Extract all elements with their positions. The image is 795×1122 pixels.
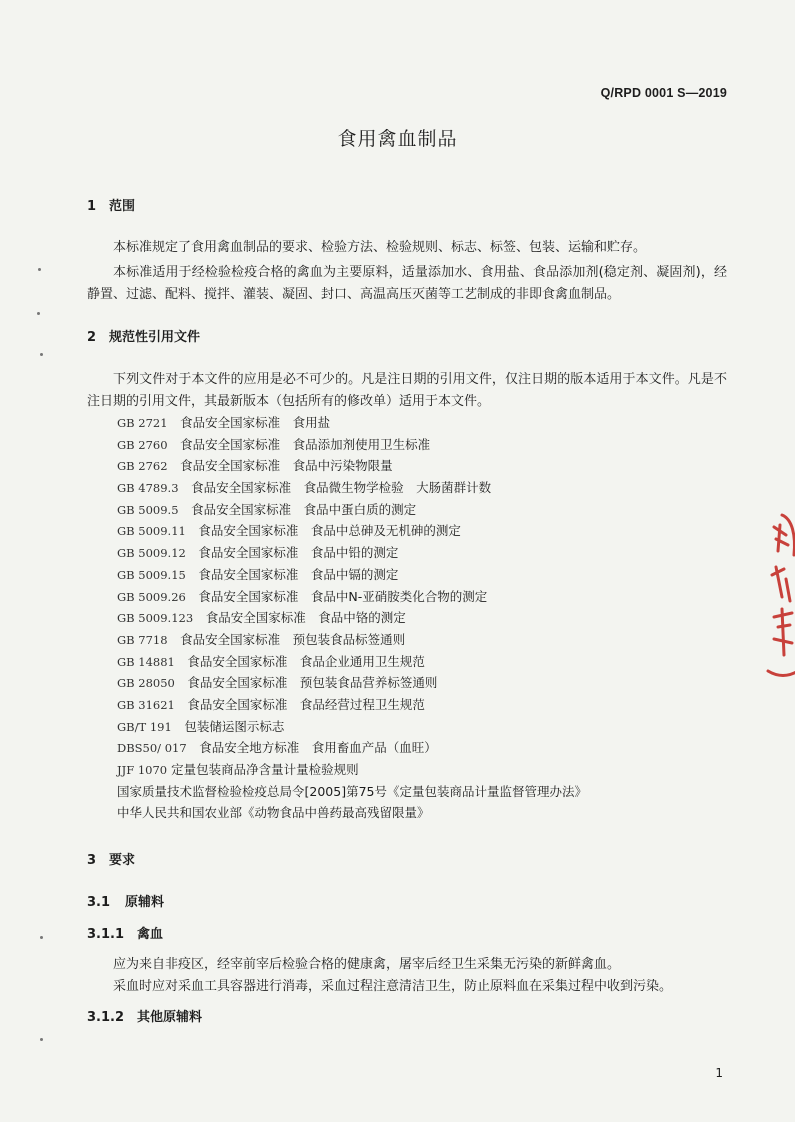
reference-title: 食品安全国家标准 食品微生物学检验 大肠菌群计数 bbox=[191, 480, 492, 496]
reference-title: 包装储运图示标志 bbox=[184, 718, 285, 734]
scope-paragraph-1: 本标准规定了食用禽血制品的要求、检验方法、检验规则、标志、标签、包装、运输和贮存。 bbox=[113, 240, 647, 255]
reference-code: GB 2721 bbox=[117, 416, 168, 430]
reference-title: 食品安全国家标准 食品中污染物限量 bbox=[180, 458, 393, 474]
reference-item bbox=[117, 434, 587, 456]
reference-title: 食品安全国家标准 食品中铅的测定 bbox=[198, 545, 399, 561]
reference-item bbox=[117, 737, 587, 759]
reference-item bbox=[117, 477, 587, 499]
scan-speck bbox=[40, 353, 43, 356]
document-title: 食用禽血制品 bbox=[337, 128, 458, 150]
section-title: 要求 bbox=[109, 853, 136, 868]
reference-code: GB 14881 bbox=[117, 654, 175, 669]
section-3-1-2-heading bbox=[87, 1006, 202, 1025]
reference-code: GB 5009.5 bbox=[117, 502, 179, 517]
page-number: 1 bbox=[715, 1066, 723, 1080]
reference-title: 食品安全国家标准 食品添加剂使用卫生标准 bbox=[180, 436, 431, 452]
reference-title: 国家质量技术监督检验检疫总局令[2005]第75号《定量包装商品计量监督管理办法》 bbox=[117, 783, 587, 799]
scan-speck bbox=[38, 268, 41, 271]
reference-code: GB 31621 bbox=[117, 697, 175, 712]
reference-item bbox=[117, 629, 587, 651]
scan-speck bbox=[37, 312, 40, 315]
reference-item bbox=[117, 672, 587, 694]
reference-item bbox=[117, 586, 587, 608]
standard-code: Q/RPD 0001 S—2019 bbox=[600, 86, 727, 100]
section-number: 3.1 bbox=[87, 895, 111, 910]
reference-item bbox=[117, 716, 587, 738]
scope-paragraph-2: 本标准适用于经检验检疫合格的禽血为主要原料，适量添加水、食用盐、食品添加剂(稳定剂、凝固剂)，经静置、过滤、配料、搅拌、灌装、凝固、封口、高温高压灭菌等工艺制成的非即食禽血制品。 bbox=[87, 265, 727, 302]
reference-item bbox=[117, 412, 587, 434]
section-title: 规范性引用文件 bbox=[109, 330, 201, 345]
reference-code: GB 7718 bbox=[117, 632, 168, 647]
reference-code: GB 4789.3 bbox=[117, 481, 179, 496]
refs-intro-paragraph: 下列文件对于本文件的应用是必不可少的。凡是注日期的引用文件，仅注日期的版本适用于本文件。凡是不注日期的引用文件，其最新版本（包括所有的修改单）适用于本文件。 bbox=[87, 372, 727, 409]
reference-item bbox=[117, 694, 587, 716]
blood-paragraph-2: 采血时应对采血工具容器进行消毒，采血过程注意清洁卫生，防止原料血在采集过程中收到污染。 bbox=[113, 979, 673, 994]
reference-title: 食品安全国家标准 食品中N-亚硝胺类化合物的测定 bbox=[198, 588, 488, 604]
section-3-1-heading bbox=[87, 891, 164, 910]
section-3-1-1-heading bbox=[87, 923, 163, 942]
section-number: 3.1.1 bbox=[87, 927, 125, 942]
section-title: 原辅料 bbox=[125, 895, 165, 910]
reference-title: 食品安全国家标准 食品中镉的测定 bbox=[198, 566, 399, 582]
reference-title: 食品安全国家标准 食品中蛋白质的测定 bbox=[191, 501, 417, 517]
reference-item bbox=[117, 781, 587, 803]
reference-code: GB 5009.15 bbox=[117, 567, 186, 582]
section-1-heading bbox=[87, 195, 135, 214]
reference-code: GB 2760 bbox=[117, 437, 168, 452]
reference-code: GB 28050 bbox=[117, 676, 175, 691]
reference-title: 定量包装商品净含量计量检验规则 bbox=[171, 762, 359, 777]
reference-item bbox=[117, 455, 587, 477]
section-number: 2 bbox=[87, 330, 97, 345]
blood-paragraph-1: 应为来自非疫区，经宰前宰后检验合格的健康禽，屠宰后经卫生采集无污染的新鲜禽血。 bbox=[113, 957, 621, 972]
reference-item bbox=[117, 607, 587, 629]
reference-item bbox=[117, 802, 587, 824]
scan-speck bbox=[40, 1038, 43, 1041]
scan-speck bbox=[40, 936, 43, 939]
reference-item bbox=[117, 651, 587, 673]
section-title: 禽血 bbox=[137, 927, 164, 942]
reference-title: 食品安全国家标准 食品企业通用卫生规范 bbox=[187, 653, 425, 669]
reference-title: 食品安全地方标准 食用畜血产品（血旺） bbox=[199, 740, 437, 756]
reference-item bbox=[117, 564, 587, 586]
reference-code: GB 5009.11 bbox=[117, 524, 186, 539]
reference-code: GB 2762 bbox=[117, 459, 168, 474]
reference-title: 中华人民共和国农业部《动物食品中兽药最高残留限量》 bbox=[117, 805, 430, 821]
section-title: 范围 bbox=[109, 199, 136, 214]
reference-code: GB 5009.26 bbox=[117, 589, 186, 604]
reference-title: 食品安全国家标准 食品中总砷及无机砷的测定 bbox=[198, 523, 461, 539]
reference-title: 食品安全国家标准 食用盐 bbox=[180, 415, 331, 430]
reference-code: DBS50/ 017 bbox=[117, 741, 187, 756]
reference-item bbox=[117, 542, 587, 564]
reference-code: GB 5009.12 bbox=[117, 546, 186, 561]
seal-stamp-icon bbox=[760, 505, 795, 695]
reference-item bbox=[117, 520, 587, 542]
reference-item bbox=[117, 499, 587, 521]
reference-title: 食品安全国家标准 预包装食品营养标签通则 bbox=[187, 675, 438, 691]
section-2-heading bbox=[87, 326, 200, 345]
section-number: 1 bbox=[87, 199, 97, 214]
reference-title: 食品安全国家标准 食品中铬的测定 bbox=[205, 610, 406, 626]
section-title: 其他原辅料 bbox=[137, 1010, 203, 1025]
reference-list bbox=[117, 412, 587, 824]
section-number: 3.1.2 bbox=[87, 1010, 125, 1025]
reference-code: GB 5009.123 bbox=[117, 611, 194, 626]
reference-code: GB/T 191 bbox=[117, 719, 172, 734]
reference-code: JJF 1070 bbox=[117, 763, 168, 777]
reference-item bbox=[117, 759, 587, 781]
reference-title: 食品安全国家标准 预包装食品标签通则 bbox=[180, 631, 406, 647]
section-3-heading bbox=[87, 849, 135, 868]
reference-title: 食品安全国家标准 食品经营过程卫生规范 bbox=[187, 696, 425, 712]
section-number: 3 bbox=[87, 853, 97, 868]
